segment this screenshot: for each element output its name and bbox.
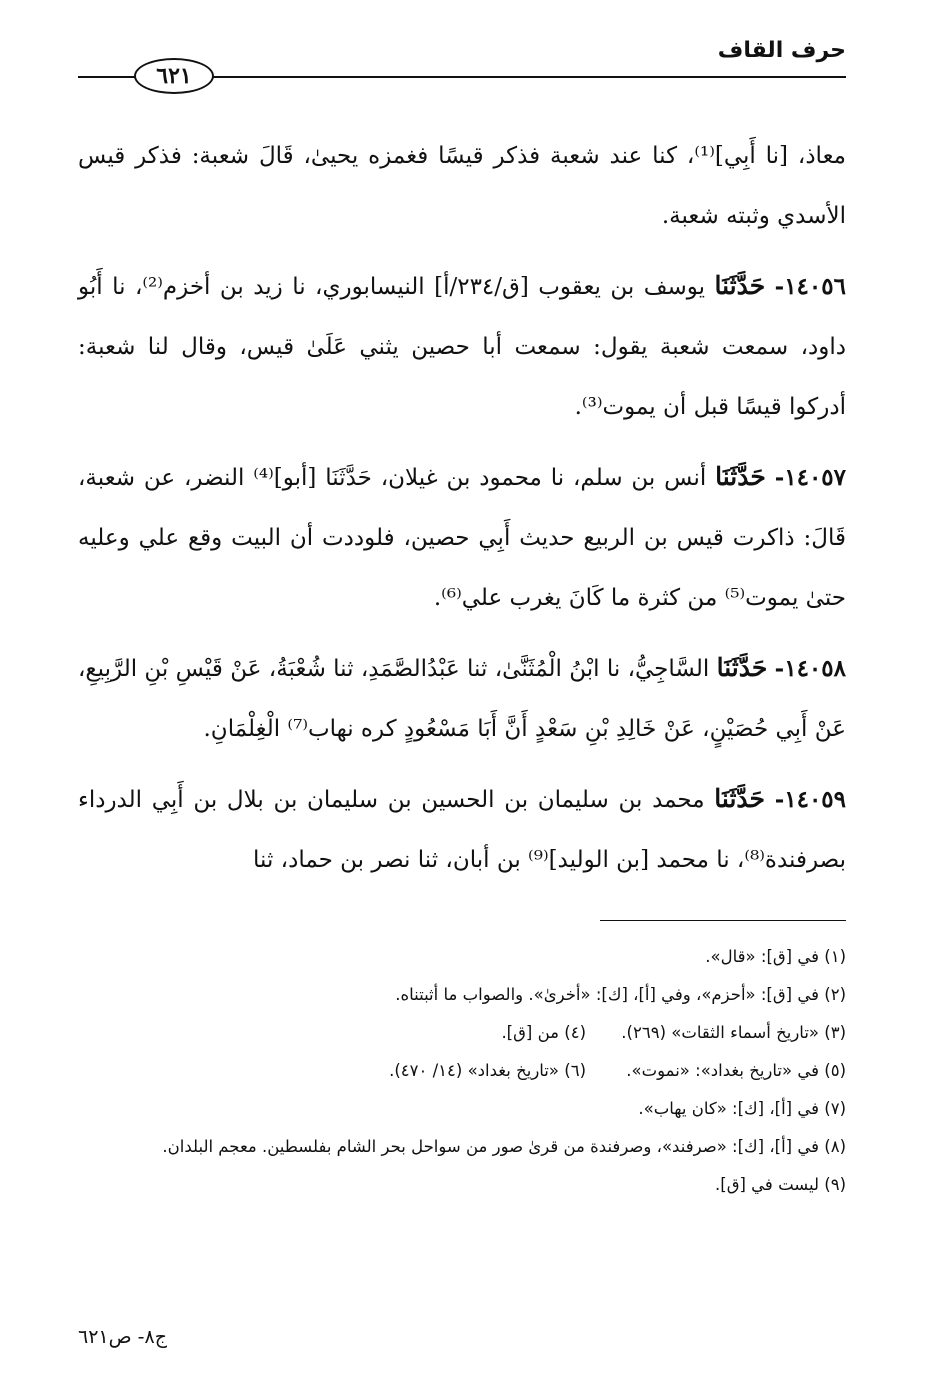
hadith-14058 bbox=[78, 638, 846, 759]
entry-number: ١٤٠٥٨- bbox=[774, 655, 846, 682]
footnote-7: (٧) في [أ]، [ك]: «كان يهاب». bbox=[638, 1099, 846, 1118]
footnote-row bbox=[78, 1014, 846, 1052]
paragraph-text: أنس بن سلم، نا محمود بن غيلان، حَدَّثَنَا [أبو]⁽⁴⁾ النضر، عن شعبة، قَالَ: ذاكرت قيس بن الربيع حديث أَبِي حصين، فلوددت أن البيت وقع علي وعليه حتىٰ يموت⁽⁵⁾ من كثرة ما كَانَ يغرب علي⁽⁶⁾. bbox=[78, 465, 846, 611]
header-rule-left bbox=[78, 76, 136, 78]
paragraph-text: معاذ، [نا أَبِي]⁽¹⁾، كنا عند شعبة فذكر قيسًا فغمزه يحيىٰ، قَالَ شعبة: فذكر قيس الأسدي وثبته شعبة. bbox=[78, 143, 846, 229]
paragraph-text: محمد بن سليمان بن الحسين بن سليمان بن بلال بن أَبِي الدرداء بصرفندة⁽⁸⁾، نا محمد [بن الوليد]⁽⁹⁾ بن أبان، ثنا نصر بن حماد، ثنا bbox=[78, 787, 846, 873]
paragraph-text: السَّاجِيُّ، نا ابْنُ الْمُثَنَّىٰ، ثنا عَبْدُالصَّمَدِ، ثنا شُعْبَةُ، عَنْ قَيْسِ بْنِ الرَّبِيعِ، عَنْ أَبِي حُصَيْنٍ، عَنْ خَالِدِ بْنِ سَعْدٍ أَنَّ أَبَا مَسْعُودٍ كره نهاب⁽⁷⁾ الْغِلْمَانِ. bbox=[78, 656, 846, 742]
volume-page-footer: ج٨- ص٦٢١ bbox=[78, 1326, 167, 1348]
footnote-3: (٣) «تاريخ أسماء الثقات» (٢٦٩). bbox=[621, 1023, 846, 1042]
running-title: حرف القاف bbox=[717, 38, 846, 63]
footnote-5: (٥) في «تاريخ بغداد»: «نموت». bbox=[626, 1061, 846, 1080]
entry-number: ١٤٠٥٩- bbox=[774, 786, 847, 813]
footnote-9: (٩) ليست في [ق]. bbox=[715, 1175, 846, 1194]
page-number-badge: ٦٢١ bbox=[134, 58, 214, 94]
footnote-6: (٦) «تاريخ بغداد» (١٤/ ٤٧٠). bbox=[389, 1061, 586, 1080]
footnote-row bbox=[78, 1052, 846, 1090]
hadith-14057 bbox=[78, 447, 846, 628]
hadith-14056 bbox=[78, 256, 846, 437]
hadith-lead-word: حَدَّثَنَا bbox=[714, 784, 765, 813]
footnotes bbox=[78, 938, 846, 1204]
paragraph-text: يوسف بن يعقوب [ق/٢٣٤/أ] النيسابوري، نا زيد بن أخزم⁽²⁾، نا أَبُو داود، سمعت شعبة يقول: سمعت أبا حصين يثني عَلَىٰ قيس، وقال لنا شعبة: أدركوا قيسًا قبل أن يموت⁽³⁾. bbox=[78, 274, 846, 420]
header-rule-right bbox=[212, 76, 846, 78]
main-text bbox=[78, 126, 846, 900]
hadith-lead-word: حَدَّثَنَا bbox=[715, 462, 766, 491]
entry-number: ١٤٠٥٦- bbox=[774, 273, 846, 300]
hadith-14059 bbox=[78, 769, 846, 890]
footnote-2: (٢) في [ق]: «أحزم»، وفي [أ]، [ك]: «أخرىٰ». والصواب ما أثبتناه. bbox=[395, 985, 846, 1004]
hadith-lead-word: حَدَّثَنَا bbox=[716, 653, 768, 682]
paragraph-continuation bbox=[78, 126, 846, 246]
footnotes-separator bbox=[600, 920, 846, 921]
hadith-lead-word: حَدَّثَنَا bbox=[714, 271, 766, 300]
footnote-1: (١) في [ق]: «قال». bbox=[705, 947, 846, 966]
footnote-8: (٨) في [أ]، [ك]: «صرفند»، وصرفندة من قرىٰ صور من سواحل بحر الشام بفلسطين. معجم البلدان. bbox=[162, 1137, 846, 1156]
footnote-4: (٤) من [ق]. bbox=[501, 1023, 586, 1042]
entry-number: ١٤٠٥٧- bbox=[774, 464, 847, 491]
